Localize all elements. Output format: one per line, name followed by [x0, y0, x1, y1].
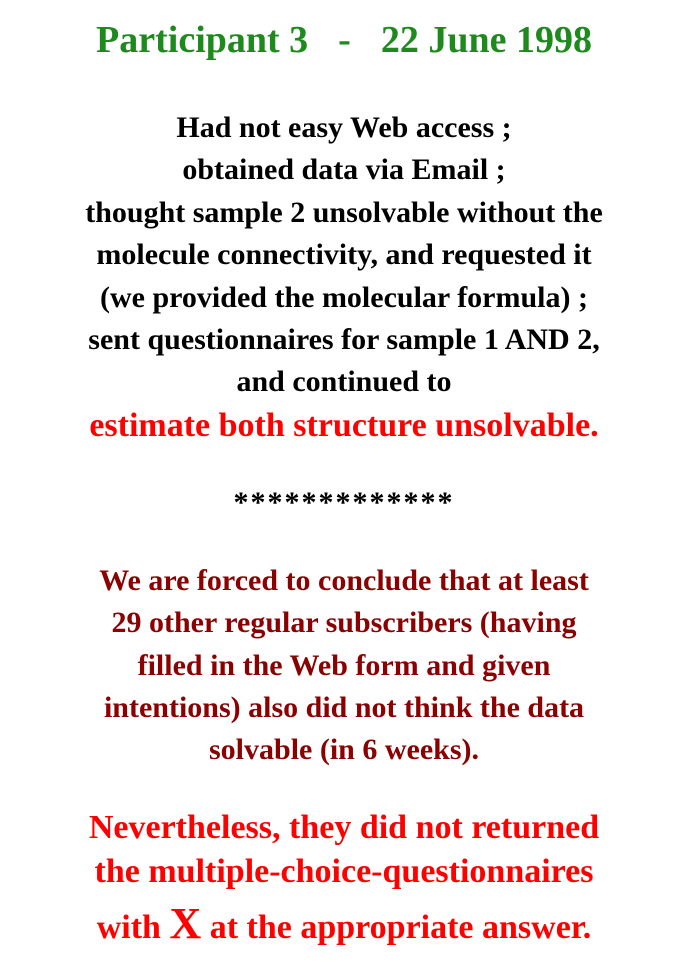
- intro-line: obtained data via Email ;: [182, 153, 506, 186]
- final-line: [0, 899, 688, 948]
- conclusion-line: We are forced to conclude that at least: [99, 564, 589, 597]
- intro-line: Had not easy Web access ;: [176, 111, 512, 144]
- nevertheless-line: the multiple-choice-questionnaires: [94, 853, 594, 890]
- page-title: [0, 21, 688, 59]
- conclusion-line: filled in the Web form and given: [137, 649, 551, 682]
- intro-line: sent questionnaires for sample 1 AND 2,: [88, 323, 600, 356]
- separator: *************: [233, 486, 455, 519]
- intro-line: molecule connectivity, and requested it: [96, 238, 592, 271]
- intro-highlight: estimate both structure unsolvable.: [89, 407, 599, 444]
- title-date: 22 June 1998: [380, 19, 592, 61]
- final-after: at the appropriate answer.: [209, 909, 592, 946]
- conclusion-line: intentions) also did not think the data: [103, 691, 585, 724]
- conclusion-line: 29 other regular subscribers (having: [111, 606, 577, 639]
- intro-line: and continued to: [236, 365, 452, 398]
- intro-line: (we provided the molecular formula) ;: [100, 281, 588, 314]
- intro-line: thought sample 2 unsolvable without the: [85, 196, 603, 229]
- nevertheless-line: Nevertheless, they did not returned: [88, 809, 600, 846]
- final-before: with: [96, 909, 161, 946]
- title-dash: -: [338, 19, 351, 61]
- conclusion-line: solvable (in 6 weeks).: [209, 733, 479, 766]
- x-mark: X: [169, 899, 202, 948]
- title-participant: Participant 3: [96, 19, 309, 61]
